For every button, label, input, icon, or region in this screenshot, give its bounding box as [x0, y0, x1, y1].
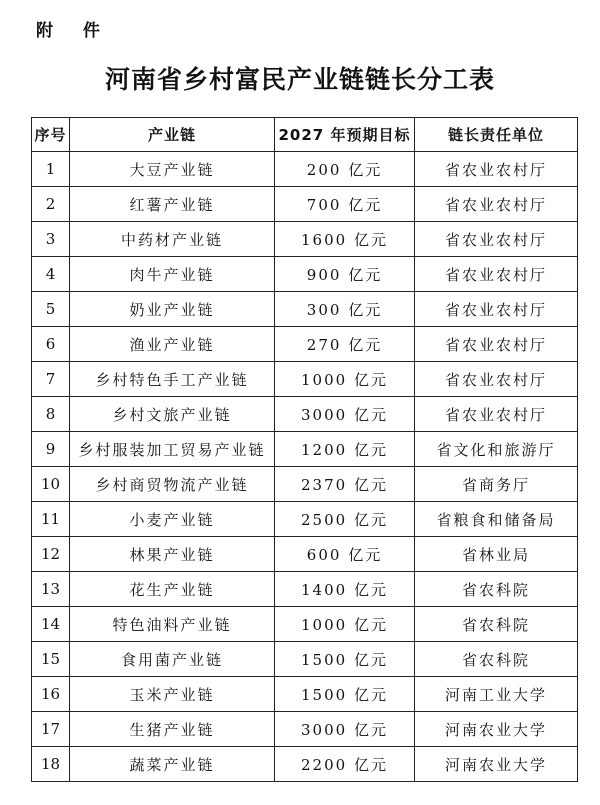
industry-chain-table [31, 117, 578, 782]
cell-seq: 18 [32, 747, 70, 782]
cell-seq: 9 [32, 432, 70, 467]
attachment-label: 附 件 [36, 21, 112, 41]
cell-target: 1400 亿元 [275, 572, 415, 607]
cell-seq: 12 [32, 537, 70, 572]
cell-seq: 10 [32, 467, 70, 502]
cell-seq: 14 [32, 607, 70, 642]
table-row [32, 572, 578, 607]
cell-seq: 5 [32, 292, 70, 327]
table-row [32, 712, 578, 747]
cell-seq: 8 [32, 397, 70, 432]
cell-target: 1000 亿元 [275, 362, 415, 397]
table-row [32, 537, 578, 572]
cell-unit: 省农科院 [415, 607, 578, 642]
table-row [32, 677, 578, 712]
cell-chain: 食用菌产业链 [70, 642, 275, 677]
table-row [32, 222, 578, 257]
cell-seq: 2 [32, 187, 70, 222]
cell-target: 3000 亿元 [275, 397, 415, 432]
cell-unit: 省林业局 [415, 537, 578, 572]
cell-seq: 7 [32, 362, 70, 397]
cell-chain: 林果产业链 [70, 537, 275, 572]
cell-target: 300 亿元 [275, 292, 415, 327]
header-unit: 链长责任单位 [415, 118, 578, 152]
cell-unit: 省粮食和储备局 [415, 502, 578, 537]
cell-chain: 乡村商贸物流产业链 [70, 467, 275, 502]
document-title: 河南省乡村富民产业链链长分工表 [104, 65, 495, 94]
table-row [32, 432, 578, 467]
table-row [32, 292, 578, 327]
cell-chain: 中药材产业链 [70, 222, 275, 257]
cell-target: 200 亿元 [275, 152, 415, 187]
table-row [32, 397, 578, 432]
cell-chain: 大豆产业链 [70, 152, 275, 187]
cell-chain: 乡村服装加工贸易产业链 [70, 432, 275, 467]
cell-unit: 省农业农村厅 [415, 292, 578, 327]
cell-chain: 肉牛产业链 [70, 257, 275, 292]
cell-unit: 省农科院 [415, 642, 578, 677]
table-row [32, 467, 578, 502]
cell-target: 1200 亿元 [275, 432, 415, 467]
cell-unit: 河南农业大学 [415, 747, 578, 782]
cell-unit: 省文化和旅游厅 [415, 432, 578, 467]
cell-unit: 省农业农村厅 [415, 152, 578, 187]
cell-chain: 红薯产业链 [70, 187, 275, 222]
cell-target: 1000 亿元 [275, 607, 415, 642]
cell-seq: 1 [32, 152, 70, 187]
table-row [32, 187, 578, 222]
cell-target: 900 亿元 [275, 257, 415, 292]
cell-chain: 蔬菜产业链 [70, 747, 275, 782]
cell-target: 3000 亿元 [275, 712, 415, 747]
cell-target: 700 亿元 [275, 187, 415, 222]
cell-target: 2370 亿元 [275, 467, 415, 502]
header-chain: 产业链 [70, 118, 275, 152]
table-row [32, 362, 578, 397]
table-row [32, 747, 578, 782]
cell-target: 1500 亿元 [275, 677, 415, 712]
cell-seq: 3 [32, 222, 70, 257]
cell-chain: 花生产业链 [70, 572, 275, 607]
cell-chain: 渔业产业链 [70, 327, 275, 362]
header-row [32, 118, 578, 152]
cell-chain: 乡村文旅产业链 [70, 397, 275, 432]
cell-seq: 4 [32, 257, 70, 292]
cell-chain: 玉米产业链 [70, 677, 275, 712]
cell-seq: 16 [32, 677, 70, 712]
cell-target: 1600 亿元 [275, 222, 415, 257]
cell-target: 2500 亿元 [275, 502, 415, 537]
cell-unit: 省农业农村厅 [415, 187, 578, 222]
table-row [32, 327, 578, 362]
cell-chain: 生猪产业链 [70, 712, 275, 747]
cell-chain: 特色油料产业链 [70, 607, 275, 642]
cell-target: 270 亿元 [275, 327, 415, 362]
table-row [32, 257, 578, 292]
table-row [32, 502, 578, 537]
cell-chain: 小麦产业链 [70, 502, 275, 537]
header-seq: 序号 [32, 118, 70, 152]
cell-seq: 11 [32, 502, 70, 537]
table-body [32, 152, 578, 782]
cell-unit: 省商务厅 [415, 467, 578, 502]
cell-chain: 乡村特色手工产业链 [70, 362, 275, 397]
cell-unit: 省农业农村厅 [415, 397, 578, 432]
cell-seq: 6 [32, 327, 70, 362]
cell-seq: 13 [32, 572, 70, 607]
cell-target: 2200 亿元 [275, 747, 415, 782]
table-header [32, 118, 578, 152]
cell-unit: 省农业农村厅 [415, 362, 578, 397]
table-row [32, 607, 578, 642]
cell-unit: 河南工业大学 [415, 677, 578, 712]
cell-chain: 奶业产业链 [70, 292, 275, 327]
header-target: 2027 年预期目标 [275, 118, 415, 152]
cell-unit: 省农业农村厅 [415, 257, 578, 292]
cell-unit: 河南农业大学 [415, 712, 578, 747]
cell-unit: 省农业农村厅 [415, 327, 578, 362]
cell-target: 600 亿元 [275, 537, 415, 572]
table-row [32, 642, 578, 677]
cell-seq: 15 [32, 642, 70, 677]
table-row [32, 152, 578, 187]
cell-unit: 省农业农村厅 [415, 222, 578, 257]
cell-unit: 省农科院 [415, 572, 578, 607]
cell-target: 1500 亿元 [275, 642, 415, 677]
cell-seq: 17 [32, 712, 70, 747]
